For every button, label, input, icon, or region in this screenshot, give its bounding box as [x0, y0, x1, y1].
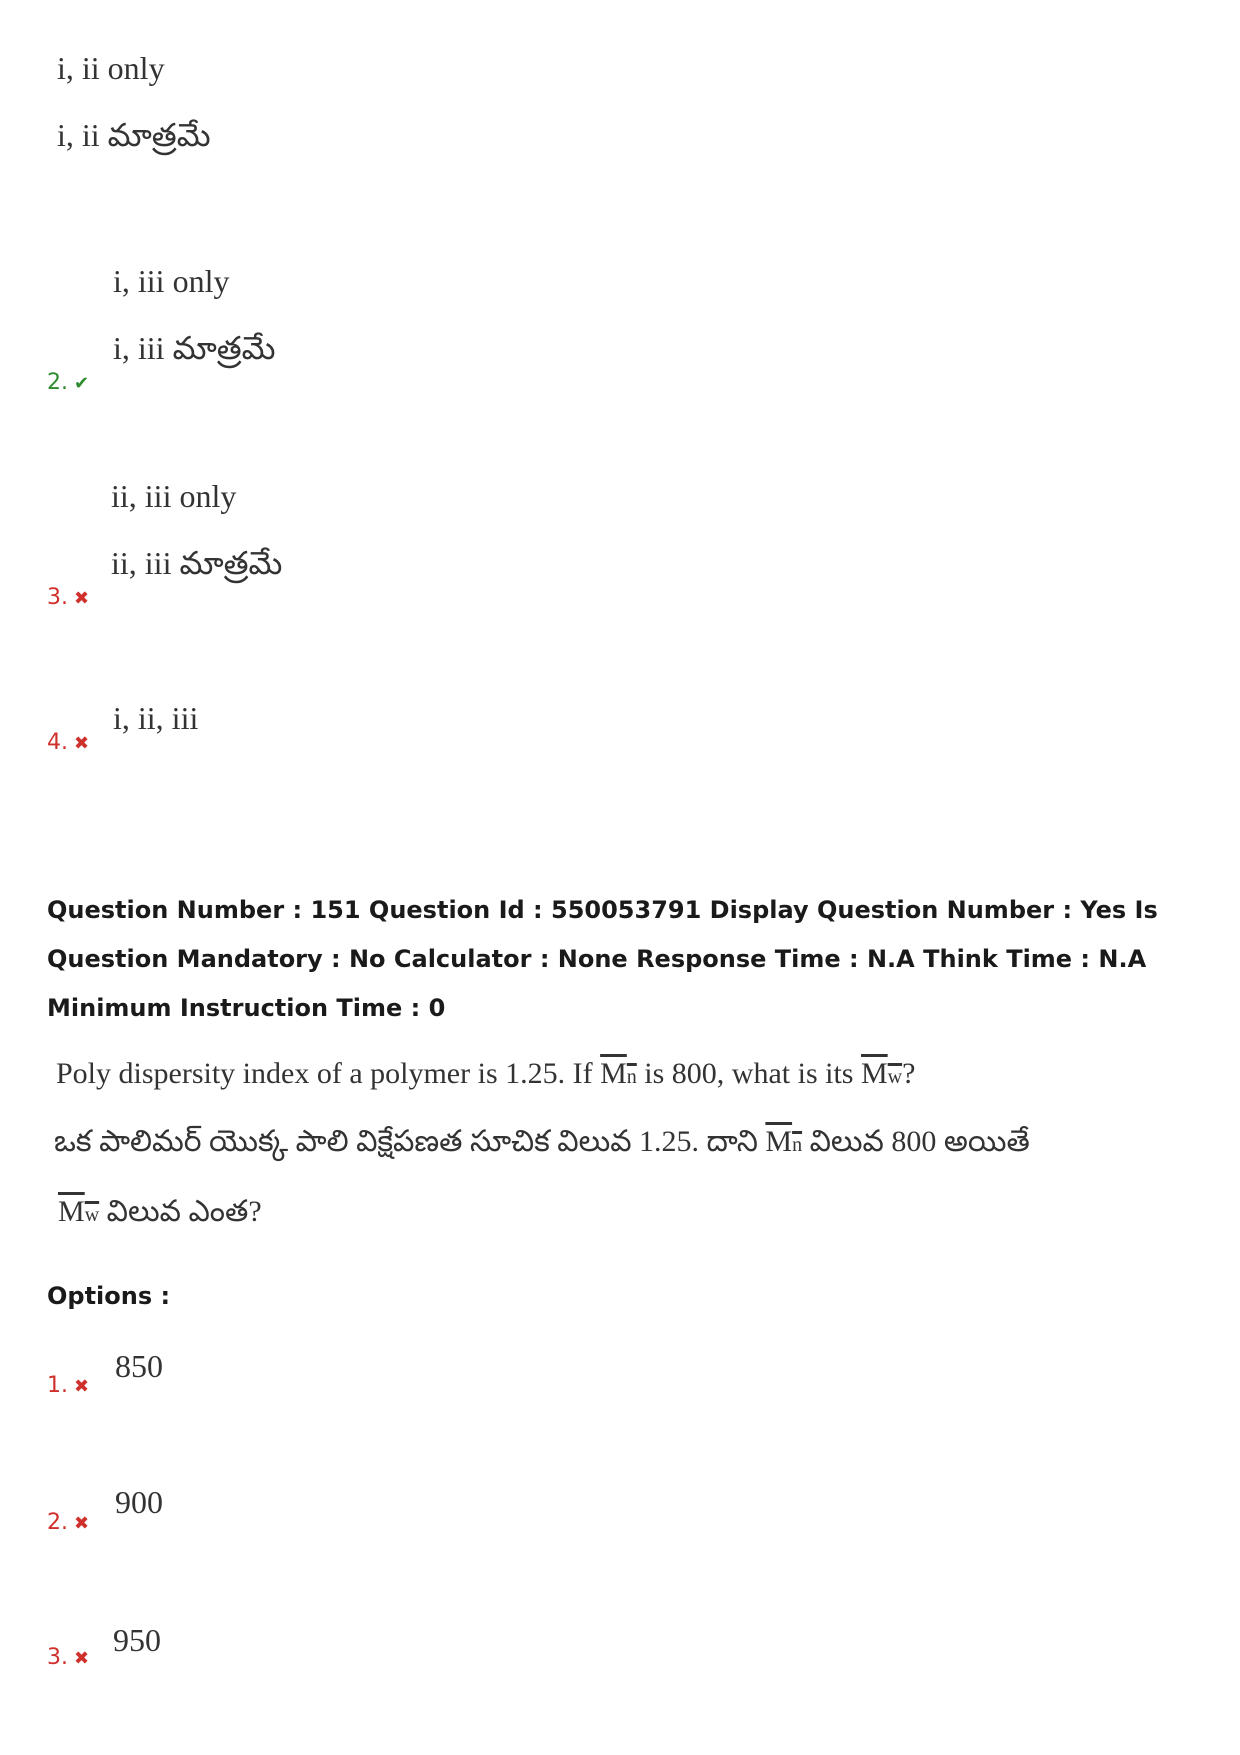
mn-letter: M: [600, 1057, 627, 1090]
option-2-marker: [47, 1510, 89, 1535]
prev-option-2-marker: [47, 370, 89, 395]
option-1-marker: [47, 1373, 89, 1398]
options-label: Options :: [47, 1282, 171, 1310]
question-text-te-line2: [58, 1195, 262, 1236]
question-en-end: ?: [902, 1057, 916, 1090]
check-icon: ✔: [74, 373, 90, 394]
option-3-value: 950: [113, 1622, 161, 1658]
mn-symbol: [600, 1057, 637, 1090]
question-text-en: [56, 1057, 915, 1091]
mw-subscript-te: w: [84, 1204, 100, 1226]
cross-icon: ✖: [74, 588, 90, 609]
option-2-value: 900: [115, 1484, 163, 1520]
question-te-part1: ఒక పాలిమర్ యొక్క పాలి విక్షేపణత సూచిక విలువ 1.25. దాని: [54, 1125, 758, 1158]
cross-icon: ✖: [74, 1513, 90, 1534]
question-en-part1: Poly dispersity index of a polymer is 1.25. If: [56, 1057, 593, 1090]
prev-option-2-number: 2.: [47, 370, 68, 395]
mw-subscript: w: [887, 1066, 903, 1088]
question-te-part2: విలువ 800 అయితే: [809, 1125, 1030, 1158]
prev-option-4-number: 4.: [47, 730, 68, 755]
prev-option-4-en: i, ii, iii: [113, 700, 199, 736]
cross-icon: ✖: [74, 1648, 90, 1669]
cross-icon: ✖: [74, 1376, 90, 1397]
prev-option-3-te: ii, iii మాత్రమే: [111, 545, 283, 581]
option-1-number: 1.: [47, 1373, 68, 1398]
mw-symbol: [861, 1057, 902, 1090]
question-header: Question Number : 151 Question Id : 550053791 Display Question Number : Yes Is Question Mandatory : No Calculator : None Response Time : N.A Think Time : N.A Minimum Instruction Time : 0: [47, 896, 1158, 1022]
mn-subscript: n: [626, 1066, 637, 1088]
mn-symbol-te: [765, 1125, 802, 1158]
mw-symbol-te: [58, 1195, 99, 1228]
mw-letter-te: M: [58, 1195, 85, 1228]
prev-option-3-en: ii, iii only: [111, 478, 237, 514]
option-2-number: 2.: [47, 1510, 68, 1535]
prev-option-2-te: i, iii మాత్రమే: [113, 330, 276, 366]
question-te-line2-text: విలువ ఎంత?: [106, 1195, 262, 1228]
prev-option-1-en: i, ii only: [57, 50, 165, 86]
cross-icon: ✖: [74, 733, 90, 754]
mn-letter-te: M: [765, 1125, 793, 1158]
question-text-te-line1: [54, 1125, 1030, 1166]
prev-option-4-marker: [47, 730, 89, 755]
option-1-value: 850: [115, 1348, 163, 1384]
prev-option-3-marker: [47, 585, 89, 610]
prev-option-2-en: i, iii only: [113, 263, 230, 299]
prev-option-1-te: i, ii మాత్రమే: [57, 117, 211, 153]
option-3-number: 3.: [47, 1645, 68, 1670]
mn-subscript-te: n: [792, 1134, 803, 1156]
mw-letter: M: [860, 1057, 888, 1090]
option-3-marker: [47, 1645, 89, 1670]
question-en-part2: is 800, what is its: [644, 1057, 854, 1090]
prev-option-3-number: 3.: [47, 585, 68, 610]
